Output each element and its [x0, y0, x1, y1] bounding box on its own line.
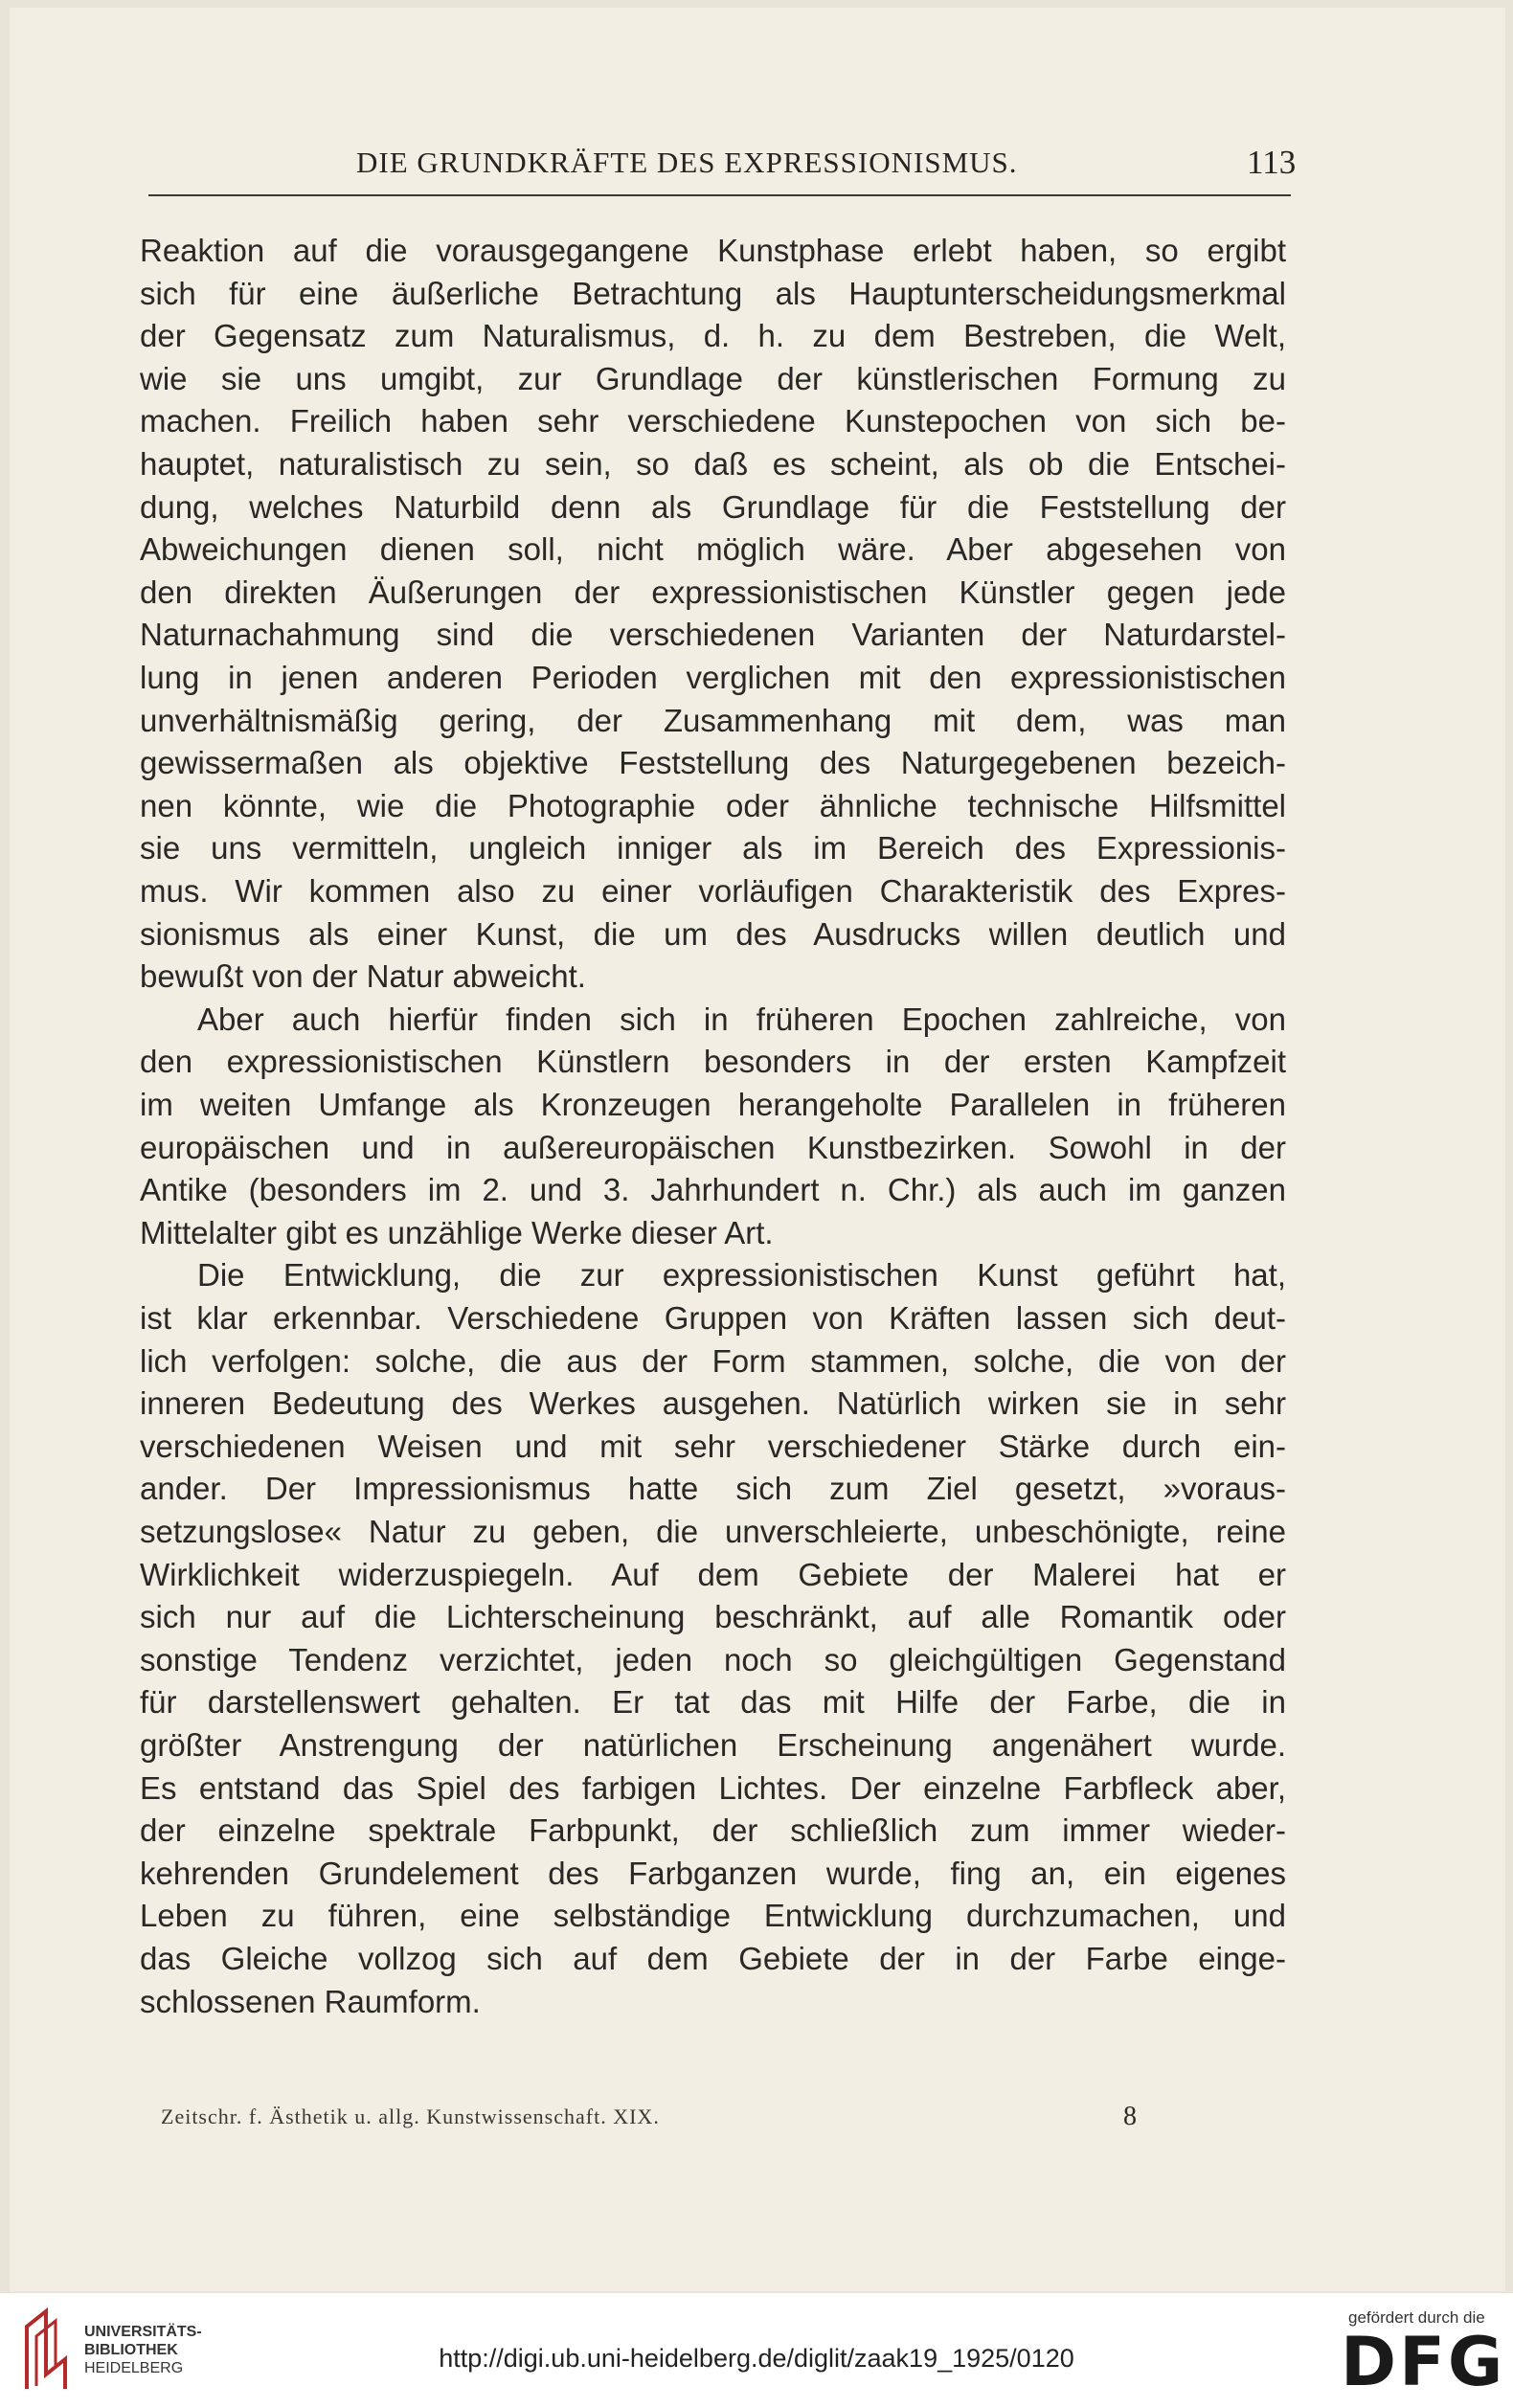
- text-line: sonstige Tendenz verzichtet, jeden noch so gleichgültigen Gegenstand: [140, 1642, 1286, 1677]
- text-line: inneren Bedeutung des Werkes ausgehen. Natürlich wirken sie in sehr: [140, 1385, 1286, 1421]
- text-line: sich nur auf die Lichterscheinung beschränkt, auf alle Romantik oder: [140, 1599, 1286, 1634]
- library-name-line-2: BIBLIOTHEK: [84, 2342, 178, 2358]
- text-line: das Gleiche vollzog sich auf dem Gebiete der in der Farbe einge-: [140, 1941, 1286, 1976]
- text-line: Leben zu führen, eine selbständige Entwicklung durchzumachen, und: [140, 1898, 1286, 1933]
- text-line: Aber auch hierfür finden sich in früheren Epochen zahlreiche, von: [197, 1001, 1286, 1037]
- text-line: verschiedenen Weisen und mit sehr verschiedener Stärke durch ein-: [140, 1429, 1286, 1464]
- text-line: den direkten Äußerungen der expressionistischen Künstler gegen jede: [140, 574, 1286, 610]
- text-line: Abweichungen dienen soll, nicht möglich wäre. Aber abgesehen von: [140, 531, 1286, 567]
- running-head: DIE GRUNDKRÄFTE DES EXPRESSIONISMUS.: [356, 146, 1018, 179]
- dfg-logo: DFG: [1341, 2323, 1506, 2401]
- text-line: gewissermaßen als objektive Feststellung des Naturgegebenen bezeich-: [140, 745, 1286, 780]
- signature-mark: 8: [1123, 2102, 1137, 2131]
- text-line: bewußt von der Natur abweicht.: [140, 958, 586, 994]
- text-line: lich verfolgen: solche, die aus der Form stammen, solche, die von der: [140, 1343, 1286, 1379]
- text-line: Es entstand das Spiel des farbigen Lichtes. Der einzelne Farbfleck aber,: [140, 1770, 1286, 1806]
- text-line: dung, welches Naturbild denn als Grundlage für die Feststellung der: [140, 489, 1286, 525]
- text-line: im weiten Umfange als Kronzeugen herangeholte Parallelen in früheren: [140, 1087, 1286, 1122]
- text-line: wie sie uns umgibt, zur Grundlage der künstlerischen Formung zu: [140, 361, 1286, 396]
- text-line: der einzelne spektrale Farbpunkt, der schließlich zum immer wieder-: [140, 1812, 1286, 1848]
- footer-source-line: Zeitschr. f. Ästhetik u. allg. Kunstwissenschaft. XIX.: [161, 2104, 660, 2128]
- library-name-line-1: UNIVERSITÄTS-: [84, 2324, 202, 2340]
- library-name-line-3: HEIDELBERG: [84, 2360, 184, 2376]
- text-line: größter Anstrengung der natürlichen Erscheinung angenähert wurde.: [140, 1727, 1286, 1763]
- text-line: den expressionistischen Künstlern besonders in der ersten Kampfzeit: [140, 1044, 1286, 1079]
- text-line: unverhältnismäßig gering, der Zusammenhang mit dem, was man: [140, 703, 1286, 738]
- text-line: für darstellenswert gehalten. Er tat das mit Hilfe der Farbe, die in: [140, 1684, 1286, 1720]
- text-line: europäischen und in außereuropäischen Kunstbezirken. Sowohl in der: [140, 1130, 1286, 1165]
- text-line: Reaktion auf die vorausgegangene Kunstphase erlebt haben, so ergibt: [140, 233, 1286, 268]
- text-line: Naturnachahmung sind die verschiedenen Varianten der Naturdarstel-: [140, 617, 1286, 652]
- text-line: sich für eine äußerliche Betrachtung als Hauptunterscheidungsmerkmal: [140, 276, 1286, 311]
- text-line: Wirklichkeit widerzuspiegeln. Auf dem Gebiete der Malerei hat er: [140, 1557, 1286, 1592]
- permalink-url[interactable]: http://digi.ub.uni-heidelberg.de/diglit/zaak19_1925/0120: [439, 2344, 1074, 2373]
- text-line: hauptet, naturalistisch zu sein, so daß es scheint, als ob die Entschei-: [140, 446, 1286, 482]
- page-number: 113: [1247, 144, 1297, 181]
- text-line: nen könnte, wie die Photographie oder ähnliche technische Hilfsmittel: [140, 788, 1286, 823]
- text-line: Mittelalter gibt es unzählige Werke dieser Art.: [140, 1215, 774, 1250]
- text-line: Antike (besonders im 2. und 3. Jahrhundert n. Chr.) als auch im ganzen: [140, 1172, 1286, 1207]
- text-line: lung in jenen anderen Perioden verglichen mit den expressionistischen: [140, 660, 1286, 695]
- text-line: schlossenen Raumform.: [140, 1984, 481, 2019]
- text-line: ander. Der Impressionismus hatte sich zum Ziel gesetzt, »voraus-: [140, 1471, 1286, 1506]
- text-line: kehrenden Grundelement des Farbganzen wurde, fing an, ein eigenes: [140, 1856, 1286, 1891]
- text-line: sie uns vermitteln, ungleich inniger als im Bereich des Expressionis-: [140, 830, 1286, 866]
- funding-caption: gefördert durch die: [1348, 2308, 1485, 2327]
- text-line: sionismus als einer Kunst, die um des Ausdrucks willen deutlich und: [140, 916, 1286, 952]
- header-rule: [148, 194, 1291, 196]
- text-line: der Gegensatz zum Naturalismus, d. h. zu dem Bestreben, die Welt,: [140, 318, 1286, 353]
- text-line: setzungslose« Natur zu geben, die unverschleierte, unbeschönigte, reine: [140, 1514, 1286, 1549]
- text-line: mus. Wir kommen also zu einer vorläufigen Charakteristik des Expres-: [140, 873, 1286, 909]
- text-line: machen. Freilich haben sehr verschiedene Kunstepochen von sich be-: [140, 403, 1286, 439]
- text-line: ist klar erkennbar. Verschiedene Gruppen von Kräften lassen sich deut-: [140, 1300, 1286, 1336]
- text-line: Die Entwicklung, die zur expressionistischen Kunst geführt hat,: [197, 1257, 1286, 1293]
